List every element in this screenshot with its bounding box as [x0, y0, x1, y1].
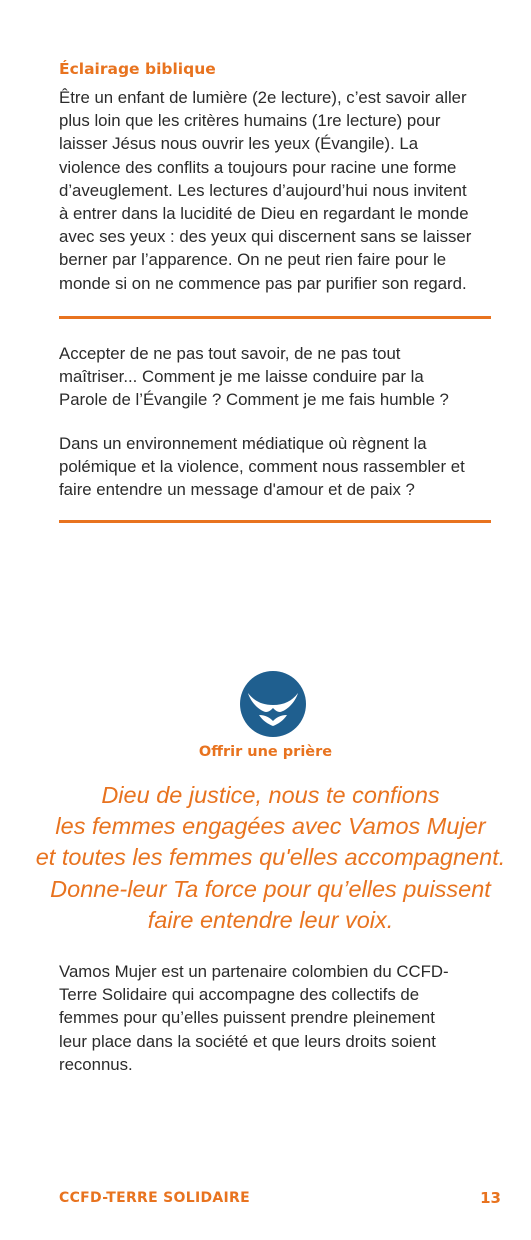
intro-line: monde si on ne commence pas par purifier son regard. — [59, 273, 467, 293]
question-line: polémique et la violence, comment nous rassembler et — [59, 457, 465, 477]
partner-line: leur place dans la société et que leurs droits soient — [59, 1031, 436, 1051]
partner-line: femmes pour qu’elles puissent prendre pleinement — [59, 1008, 435, 1028]
intro-paragraph — [59, 86, 499, 295]
prayer-title: Offrir une prière — [198, 744, 333, 760]
intro-line: berner par l’apparence. On ne peut rien faire pour le — [59, 250, 447, 270]
partner-paragraph — [59, 960, 499, 1076]
partner-line: Terre Solidaire qui accompagne des collectifs de — [59, 985, 420, 1005]
section-title: Éclairage biblique — [59, 60, 216, 78]
prayer-line: Dieu de justice, nous te confions — [101, 782, 440, 808]
prayer-line: les femmes engagées avec Vamos Mujer — [55, 813, 486, 840]
divider-bottom — [59, 520, 491, 523]
question-line: Parole de l’Évangile ? Comment je me fais humble ? — [59, 390, 449, 410]
intro-line: laisser Jésus nous ouvrir les yeux (Évangile). La — [59, 134, 419, 154]
partner-line: Vamos Mujer est un partenaire colombien du CCFD- — [59, 962, 449, 981]
prayer-line: Donne-leur Ta force pour qu’elles puissent — [50, 875, 491, 902]
intro-line: d’aveuglement. Les lectures d’aujourd’hui nous invitent — [59, 180, 467, 200]
question-paragraph-1 — [59, 342, 499, 412]
prayer-line: faire entendre leur voix. — [147, 906, 394, 933]
divider-top — [59, 316, 491, 319]
prayer-line: et toutes les femmes qu'elles accompagnent. — [35, 844, 506, 871]
intro-line: Être un enfant de lumière (2e lecture), c’est savoir aller — [59, 88, 467, 107]
question-paragraph-2 — [59, 432, 499, 502]
question-line: Dans un environnement médiatique où règnent la — [59, 434, 427, 453]
question-line: Accepter de ne pas tout savoir, de ne pas tout — [59, 344, 401, 363]
partner-line: reconnus. — [59, 1054, 133, 1074]
page-number: 13 — [480, 1189, 501, 1207]
question-line: maîtriser... Comment je me laisse conduire par la — [59, 367, 424, 387]
prayer-text — [0, 780, 531, 936]
intro-line: plus loin que les critères humains (1re lecture) pour — [59, 111, 441, 131]
hands-heart-logo-icon — [240, 671, 306, 737]
footer-brand: CCFD-TERRE SOLIDAIRE — [59, 1190, 250, 1206]
intro-line: à entrer dans la lucidité de Dieu en regardant le monde — [59, 204, 469, 224]
intro-line: violence des conflits a toujours pour racine une forme — [59, 157, 457, 177]
question-line: faire entendre un message d'amour et de paix ? — [59, 480, 415, 500]
intro-line: avec ses yeux : des yeux qui discernent sans se laisser — [59, 227, 472, 247]
